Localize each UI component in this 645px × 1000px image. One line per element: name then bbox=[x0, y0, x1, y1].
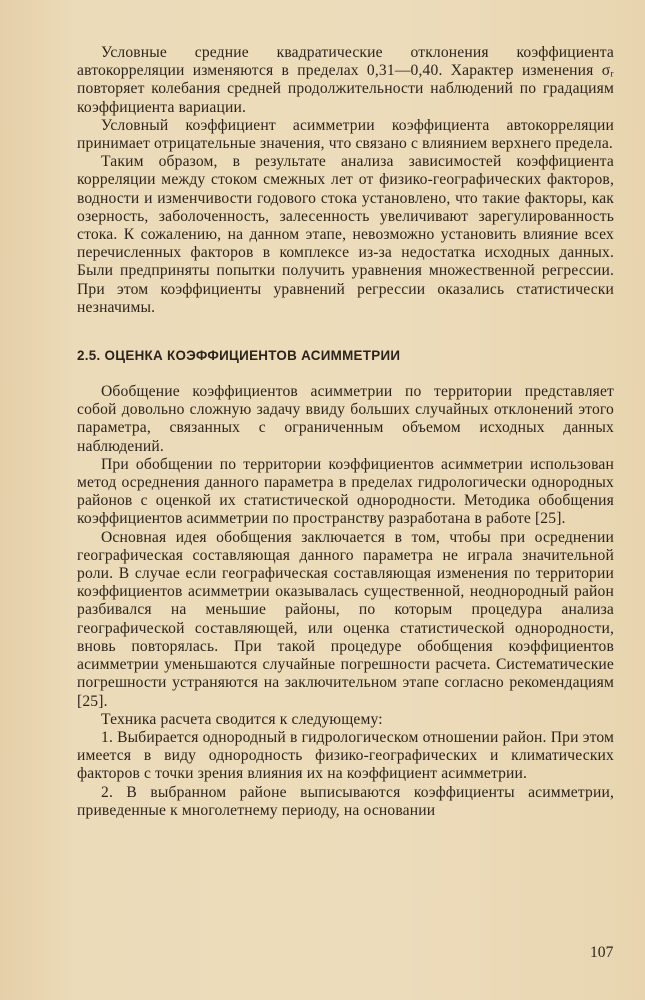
paragraph-autocorrelation-deviation: Условные средние квадратические отклонения коэффициента автокорреляции изменяются в пределах 0,31—0,40. Характер изменения σᵣ повторяет колебания средней продолжительности наблюдений по градациям коэффициента вариации. bbox=[77, 44, 614, 116]
paragraph-asymmetry-coefficient: Условный коэффициент асимметрии коэффициента автокорреляции принимает отрицательные значения, что связано с влиянием верхнего предела. bbox=[77, 116, 614, 153]
list-item-1: 1. Выбирается однородный в гидрологическом отношении район. При этом имеется в виду однородность физико-географических и климатических факторов с точки зрения влияния их на коэффициент асимметрии. bbox=[77, 728, 614, 783]
section-heading: 2.5. ОЦЕНКА КОЭФФИЦИЕНТОВ АСИММЕТРИИ bbox=[77, 348, 401, 364]
text-column bbox=[77, 44, 614, 820]
paragraph-generalization-intro: Обобщение коэффициентов асимметрии по территории представляет собой довольно сложную задачу ввиду больших случайных отклонений этого параметра, связанных с ограниченным объемом исходных данных наблюдений. bbox=[77, 383, 614, 455]
page-number: 107 bbox=[590, 944, 614, 961]
paragraph-method: При обобщении по территории коэффициентов асимметрии использован метод осреднения данного параметра в пределах гидрологически однородных районов с оценкой их статистической однородности. Методика обобщения коэффициентов асимметрии по пространству разработана в работе [25]. bbox=[77, 455, 614, 528]
paragraph-main-idea: Основная идея обобщения заключается в том, чтобы при осреднении географическая составляющая данного параметра не играла значительной роли. В случае если географическая составляющая изменения по территории коэффициентов асимметрии оказывалась существенной, неоднородный район разбивался на меньшие районы, по которым процедура анализа географической составляющей, или оценка статистической однородности, вновь повторялась. При такой процедуре обобщения коэффициентов асимметрии уменьшаются случайные погрешности расчета. Систематические погрешности устраняются на заключительном этапе согласно рекомендациям [25]. bbox=[77, 528, 614, 710]
paragraph-conclusion: Таким образом, в результате анализа зависимостей коэффициента корреляции между стоком смежных лет от физико-географических факторов, водности и изменчивости годового стока установлено, что такие факторы, как озерность, заболоченность, залесенность увеличивают зарегулированность стока. К сожалению, на данном этапе, невозможно установить влияние всех перечисленных факторов в комплексе из-за недостатка исходных данных. Были предприняты попытки получить уравнения множественной регрессии. При этом коэффициенты уравнений регрессии оказались статистически незначимы. bbox=[77, 153, 614, 316]
list-item-2: 2. В выбранном районе выписываются коэффициенты асимметрии, приведенные к многолетнему периоду, на основании bbox=[77, 783, 614, 819]
paragraph-technique: Техника расчета сводится к следующему: bbox=[101, 710, 383, 728]
